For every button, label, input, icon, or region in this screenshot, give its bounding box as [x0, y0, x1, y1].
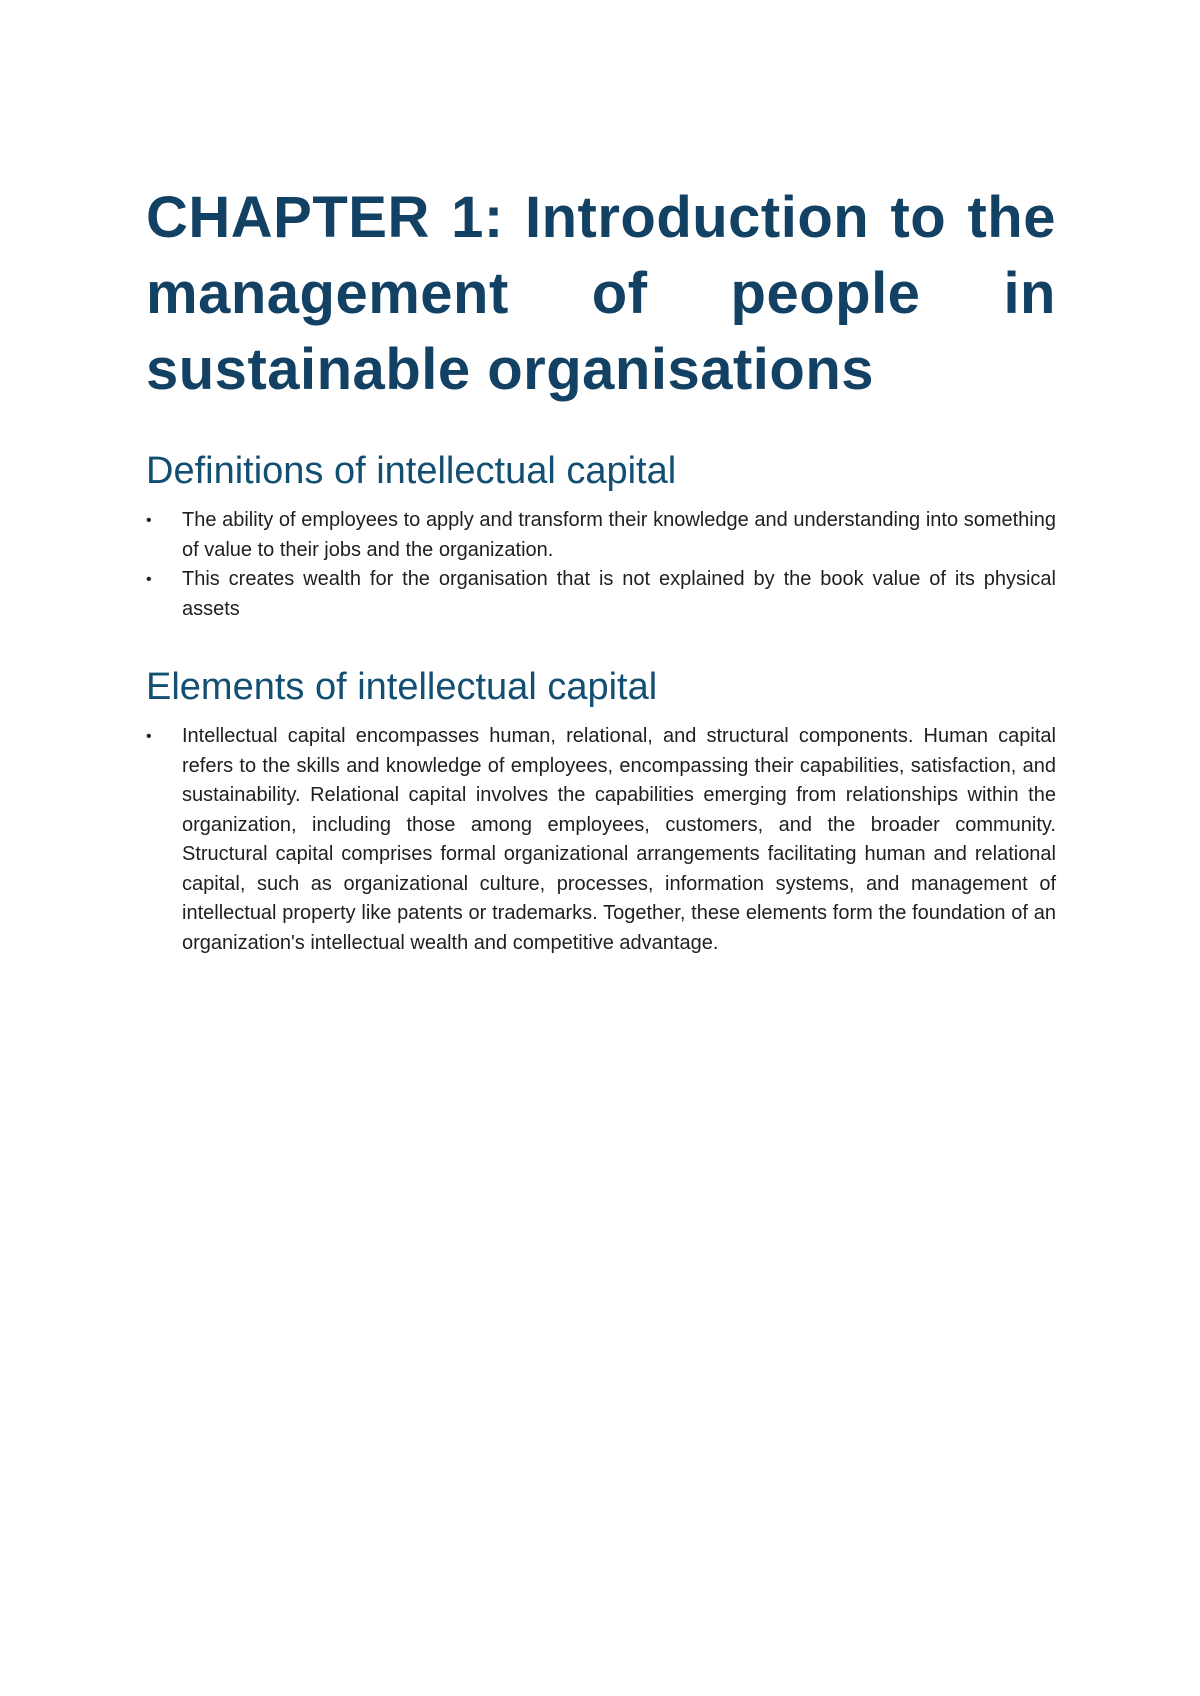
list-item — [146, 722, 1056, 958]
bullet-icon: • — [146, 512, 152, 529]
list-item — [146, 565, 1056, 624]
list-item-text: This creates wealth for the organisation that is not explained by the book value of its physical assets — [182, 568, 1056, 620]
elements-list — [146, 722, 1056, 958]
bullet-icon: • — [146, 728, 152, 745]
list-item-text: The ability of employees to apply and transform their knowledge and understanding into something of value to their jobs and the organization. — [182, 509, 1056, 561]
chapter-title: CHAPTER 1: Introduction to the management of people in sustainable organisations — [146, 185, 1056, 402]
list-item — [146, 506, 1056, 565]
bullet-icon: • — [146, 571, 152, 588]
list-item-text: Intellectual capital encompasses human, relational, and structural components. Human capital refers to the skills and knowledge of employees, encompassing their capabilities, satisfaction, and sustainability. Relational capital involves the capabilities emerging from relationships within the organization, including those among employees, customers, and the broader community. Structural capital comprises formal organizational arrangements facilitating human and relational capital, such as organizational culture, processes, information systems, and management of intellectual property like patents or trademarks. Together, these elements form the foundation of an organization's intellectual wealth and competitive advantage. — [182, 725, 1056, 954]
definitions-list — [146, 506, 1056, 624]
document-page — [146, 180, 1056, 958]
section-heading-definitions: Definitions of intellectual capital — [146, 450, 677, 492]
section-heading-elements: Elements of intellectual capital — [146, 666, 658, 708]
